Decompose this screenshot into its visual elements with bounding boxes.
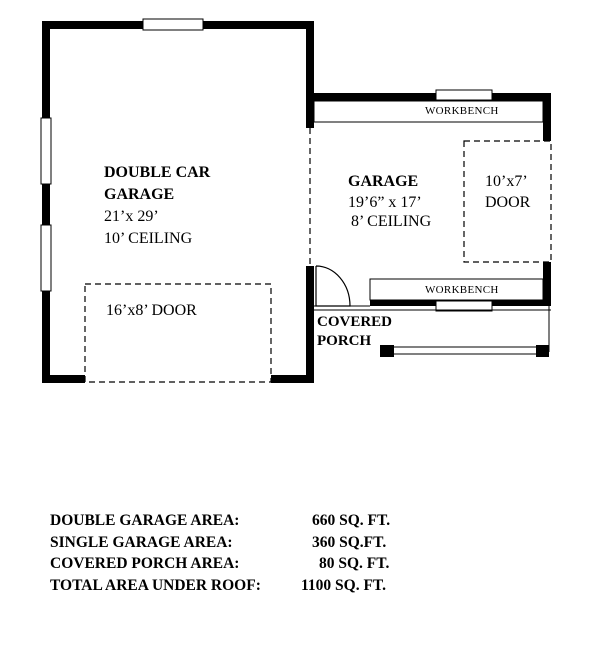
double-garage-title-line1: DOUBLE CAR bbox=[104, 164, 211, 181]
left-window-upper bbox=[41, 118, 51, 184]
summary-label: TOTAL AREA UNDER ROOF: bbox=[50, 576, 261, 594]
double-garage-door-outline bbox=[85, 284, 271, 382]
summary-label: SINGLE GARAGE AREA: bbox=[50, 533, 233, 551]
porch-label-line1: COVERED bbox=[317, 314, 393, 330]
single-garage-door-line1: 10’x7’ bbox=[485, 173, 528, 190]
porch-label-line2: PORCH bbox=[317, 333, 372, 349]
summary-value: 360 SQ.FT. bbox=[312, 533, 387, 551]
left-window-lower bbox=[41, 225, 51, 291]
double-garage-size: 21’x 29’ bbox=[104, 208, 159, 225]
double-garage-door-label: 16’x8’ DOOR bbox=[106, 302, 197, 319]
summary-value: 80 SQ. FT. bbox=[319, 555, 390, 572]
summary-value: 660 SQ. FT. bbox=[312, 512, 391, 529]
single-garage-ceiling: 8’ CEILING bbox=[351, 213, 432, 230]
single-garage-door-line2: DOOR bbox=[485, 194, 531, 211]
double-garage-ceiling: 10’ CEILING bbox=[104, 230, 193, 247]
single-garage-size: 19’6” x 17’ bbox=[348, 194, 422, 211]
top-window-right bbox=[436, 90, 492, 100]
single-garage-title: GARAGE bbox=[348, 173, 419, 190]
summary-value: 1100 SQ. FT. bbox=[301, 576, 386, 594]
top-window bbox=[143, 19, 203, 30]
summary-label: DOUBLE GARAGE AREA: bbox=[50, 512, 240, 529]
entry-door-swing bbox=[316, 266, 350, 306]
workbench-bottom-label: WORKBENCH bbox=[425, 284, 499, 296]
workbench-top-label: WORKBENCH bbox=[425, 105, 499, 117]
summary-label: COVERED PORCH AREA: bbox=[50, 555, 240, 572]
double-garage-title-line2: GARAGE bbox=[104, 186, 175, 203]
double-garage-walls bbox=[42, 21, 314, 383]
